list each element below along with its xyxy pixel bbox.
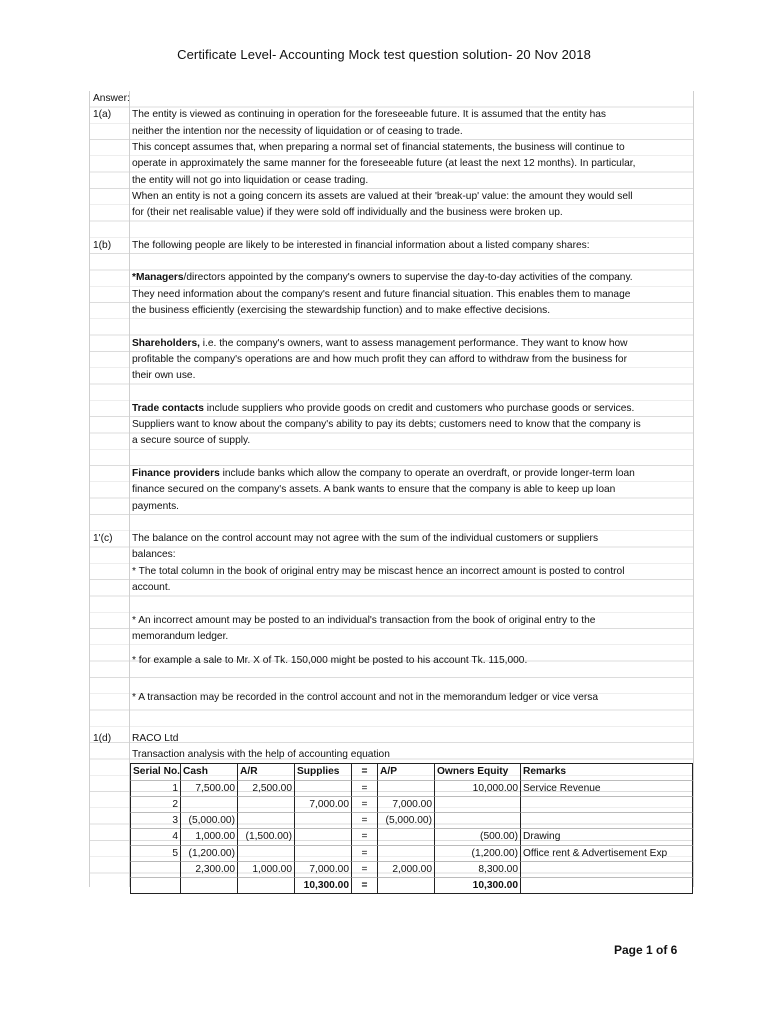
table-cell-serial: 4 xyxy=(130,828,180,844)
page-title: Certificate Level- Accounting Mock test question solution- 20 Nov 2018 xyxy=(177,47,591,62)
finance-text: include banks which allow the company to operate an overdraft, or provide longer-term loan xyxy=(219,467,635,479)
table-cell-equals: = xyxy=(351,877,377,893)
table-cell-supplies: 10,300.00 xyxy=(294,877,351,893)
table-cell-owners-equity: 8,300.00 xyxy=(434,861,520,877)
table-cell-serial: 2 xyxy=(130,796,180,812)
q1b-finance-line xyxy=(132,466,635,482)
table-cell-remarks: Drawing xyxy=(520,828,693,844)
table-header-cash: Cash xyxy=(180,763,237,779)
q1b-intro: The following people are likely to be interested in financial information about a listed company shares: xyxy=(132,239,590,251)
q1b-finance-line: finance secured on the company's assets. A bank wants to ensure that the company is able to keep up loan xyxy=(132,484,616,496)
q1b-label: 1(b) xyxy=(93,239,112,251)
q1d-label: 1(d) xyxy=(93,732,112,744)
managers-heading: *Managers xyxy=(132,272,184,284)
table-header-remarks: Remarks xyxy=(520,763,693,779)
table-cell-ap: (5,000.00) xyxy=(377,812,434,828)
table-cell-ap xyxy=(377,780,434,796)
q1b-shareholders-line: profitable the company's operations are and how much profit they can afford to withdraw from the business for xyxy=(132,353,627,365)
table-cell-cash: (5,000.00) xyxy=(180,812,237,828)
transaction-table xyxy=(130,763,693,893)
q1a-line: This concept assumes that, when preparing a normal set of financial statements, the business will continue to xyxy=(132,141,625,153)
q1a-line: The entity is viewed as continuing in operation for the foreseeable future. It is assumed that the entity has xyxy=(132,109,606,121)
q1b-managers-line: the business efficiently (exercising the stewardship function) and to make effective decisions. xyxy=(132,304,551,316)
table-cell-owners-equity: 10,000.00 xyxy=(434,780,520,796)
table-cell-equals: = xyxy=(351,812,377,828)
trade-text: include suppliers who provide goods on credit and customers who purchase goods or services. xyxy=(203,402,635,414)
q1b-trade-line: a secure source of supply. xyxy=(132,435,251,447)
trade-heading: Trade contacts xyxy=(132,402,204,414)
q1b-shareholders-line xyxy=(132,336,628,352)
table-cell-equals: = xyxy=(351,845,377,861)
table-cell-serial: 1 xyxy=(130,780,180,796)
table-cell-ar xyxy=(237,812,294,828)
page-number: Page 1 of 6 xyxy=(614,943,678,957)
table-header-owners-equity: Owners Equity xyxy=(434,763,520,779)
q1a-label: 1(a) xyxy=(93,109,112,121)
table-cell-equals: = xyxy=(351,796,377,812)
table-cell-cash: 7,500.00 xyxy=(180,780,237,796)
q1c-point: * for example a sale to Mr. X of Tk. 150,000 might be posted to his account Tk. 115,000. xyxy=(132,655,528,667)
table-subtitle: Transaction analysis with the help of accounting equation xyxy=(132,749,390,760)
q1c-label: 1'(c) xyxy=(93,533,113,545)
table-cell-remarks xyxy=(520,796,693,812)
table-cell-supplies xyxy=(294,812,351,828)
shareholders-text: i.e. the company's owners, want to assess management performance. They want to know how xyxy=(199,337,628,349)
table-cell-serial xyxy=(130,861,180,877)
finance-heading: Finance providers xyxy=(132,467,220,479)
shareholders-heading: Shareholders, xyxy=(132,337,200,349)
q1c-point: * An incorrect amount may be posted to an individual's transaction from the book of original entry to the xyxy=(132,614,596,626)
table-cell-equals: = xyxy=(351,780,377,796)
table-cell-equals: = xyxy=(351,828,377,844)
table-cell-serial: 3 xyxy=(130,812,180,828)
q1c-line: balances: xyxy=(132,549,176,561)
q1b-managers-line xyxy=(132,270,633,286)
table-cell-cash: 2,300.00 xyxy=(180,861,237,877)
table-cell-supplies: 7,000.00 xyxy=(294,861,351,877)
q1b-trade-line xyxy=(132,401,634,417)
table-cell-cash: (1,200.00) xyxy=(180,845,237,861)
q1a-line: for (their net realisable value) if they were sold off individually and the business were broken up. xyxy=(132,207,563,219)
table-cell-ar: (1,500.00) xyxy=(237,828,294,844)
table-cell-owners-equity: (1,200.00) xyxy=(434,845,520,861)
table-cell-cash xyxy=(180,877,237,893)
table-cell-remarks xyxy=(520,877,693,893)
q1b-finance-line: payments. xyxy=(132,500,179,512)
table-cell-ar xyxy=(237,796,294,812)
q1c-point: memorandum ledger. xyxy=(132,630,229,642)
answer-label: Answer: xyxy=(93,93,130,104)
answer-row xyxy=(90,91,693,107)
company-name: RACO Ltd xyxy=(132,732,179,744)
table-header-ar: A/R xyxy=(237,763,294,779)
table-cell-serial xyxy=(130,877,180,893)
table-cell-remarks xyxy=(520,812,693,828)
table-cell-ap xyxy=(377,877,434,893)
table-cell-ap xyxy=(377,828,434,844)
table-header-equals: = xyxy=(351,763,377,779)
table-header-supplies: Supplies xyxy=(294,763,351,779)
table-cell-ap: 7,000.00 xyxy=(377,796,434,812)
table-cell-supplies xyxy=(294,828,351,844)
table-cell-ar: 2,500.00 xyxy=(237,780,294,796)
q1a-line: When an entity is not a going concern its assets are valued at their 'break-up' value: the amount they would sell xyxy=(132,190,633,202)
q1b-trade-line: Suppliers want to know about the company's ability to pay its debts; customers need to know that the company is xyxy=(132,419,641,430)
table-cell-owners-equity: (500.00) xyxy=(434,828,520,844)
table-cell-remarks xyxy=(520,861,693,877)
table-cell-ap xyxy=(377,845,434,861)
q1c-point: * A transaction may be recorded in the control account and not in the memorandum ledger or vice versa xyxy=(132,692,599,703)
table-cell-cash: 1,000.00 xyxy=(180,828,237,844)
table-cell-owners-equity xyxy=(434,812,520,828)
q1c-line: account. xyxy=(132,582,171,593)
table-cell-supplies xyxy=(294,845,351,861)
q1a-line: the entity will not go into liquidation or cease trading. xyxy=(132,174,369,186)
table-cell-supplies: 7,000.00 xyxy=(294,796,351,812)
q1b-shareholders-line: their own use. xyxy=(132,370,196,382)
table-header-serial: Serial No. xyxy=(130,763,180,779)
table-cell-ar xyxy=(237,845,294,861)
table-cell-ar: 1,000.00 xyxy=(237,861,294,877)
q1a-line: neither the intention nor the necessity of liquidation or of ceasing to trade. xyxy=(132,125,463,137)
table-cell-ar xyxy=(237,877,294,893)
table-cell-supplies xyxy=(294,780,351,796)
table-cell-ap: 2,000.00 xyxy=(377,861,434,877)
table-cell-remarks: Service Revenue xyxy=(520,780,693,796)
q1a-line: operate in approximately the same manner for the foreseeable future (at least the next 12 months). In particular, xyxy=(132,158,636,170)
managers-text: /directors appointed by the company's owners to supervise the day-to-day activities of the company. xyxy=(183,272,633,284)
q1a-row xyxy=(90,107,693,123)
q1c-line: The balance on the control account may not agree with the sum of the individual customers or suppliers xyxy=(132,533,599,545)
table-cell-owners-equity xyxy=(434,796,520,812)
table-cell-serial: 5 xyxy=(130,845,180,861)
table-cell-owners-equity: 10,300.00 xyxy=(434,877,520,893)
q1c-line: * The total column in the book of original entry may be miscast hence an incorrect amount is posted to control xyxy=(132,565,625,577)
table-cell-remarks: Office rent & Advertisement Exp xyxy=(520,845,693,861)
table-cell-equals: = xyxy=(351,861,377,877)
table-cell-cash xyxy=(180,796,237,812)
q1b-managers-line: They need information about the company's resent and future financial situation. This enables them to manage xyxy=(132,288,631,300)
table-header-ap: A/P xyxy=(377,763,434,779)
answer-sheet xyxy=(89,91,694,892)
